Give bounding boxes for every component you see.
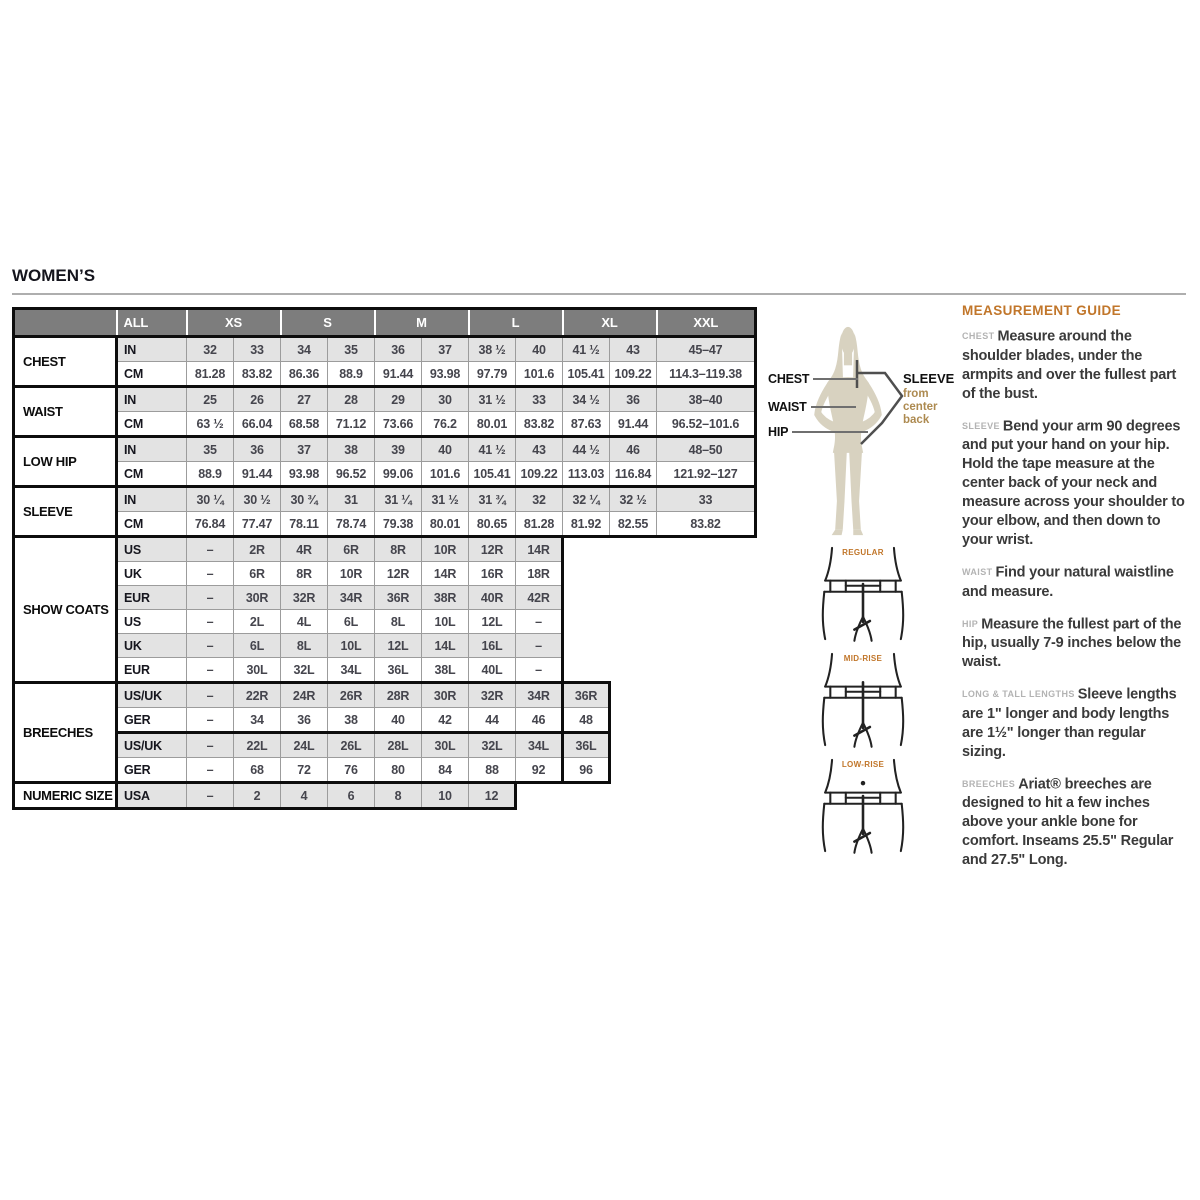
column-header: XXL	[657, 309, 756, 337]
size-cell: 32R	[281, 586, 328, 610]
size-cell: 43	[516, 437, 563, 462]
rise-diagram-low-rise	[820, 757, 906, 854]
guide-entry-label: BREECHES	[962, 778, 1016, 789]
size-cell: 91.44	[610, 412, 657, 437]
unit-label: USA	[117, 783, 187, 809]
body-measurement-figure	[765, 312, 965, 550]
size-cell: 27	[281, 387, 328, 412]
unit-label: EUR	[117, 658, 187, 683]
size-cell: 38–40	[657, 387, 756, 412]
size-cell: 79.38	[375, 512, 422, 537]
size-cell: 30R	[422, 683, 469, 708]
column-header: M	[375, 309, 469, 337]
sub-table	[12, 681, 611, 784]
size-cell: 12L	[375, 634, 422, 658]
row-group-label: NUMERIC SIZE	[14, 783, 117, 809]
size-cell: 6L	[234, 634, 281, 658]
size-cell: 76.84	[187, 512, 234, 537]
size-cell: 88.9	[187, 462, 234, 487]
size-cell: 34	[234, 708, 281, 733]
size-cell: 72	[281, 758, 328, 783]
size-cell: 34R	[328, 586, 375, 610]
size-cell: 83.82	[657, 512, 756, 537]
guide-entry	[962, 615, 1190, 673]
size-cell: 32R	[469, 683, 516, 708]
unit-label: UK	[117, 634, 187, 658]
size-cell: 4L	[281, 610, 328, 634]
size-cell: 33	[516, 387, 563, 412]
rise-diagram-regular	[820, 545, 906, 642]
size-cell: 40	[375, 708, 422, 733]
size-cell: 34	[281, 337, 328, 362]
column-header: XS	[187, 309, 281, 337]
size-cell: 86.36	[281, 362, 328, 387]
size-cell: 33	[657, 487, 756, 512]
column-header: ALL	[117, 309, 187, 337]
size-cell: 22L	[234, 733, 281, 758]
size-cell: 80	[375, 758, 422, 783]
size-cell: 84	[422, 758, 469, 783]
guide-entry	[962, 685, 1190, 762]
unit-label: CM	[117, 462, 187, 487]
size-cell: 45–47	[657, 337, 756, 362]
size-cell: 63 ½	[187, 412, 234, 437]
size-cell: 36L	[563, 733, 610, 758]
size-cell: 38L	[422, 658, 469, 683]
size-cell: 36R	[563, 683, 610, 708]
hip-pointer-line	[792, 431, 868, 433]
size-cell: 36	[610, 387, 657, 412]
size-cell: 10L	[422, 610, 469, 634]
size-cell: 10R	[422, 537, 469, 562]
size-cell: 18R	[516, 562, 563, 586]
waist-pointer-line	[811, 406, 856, 408]
size-cell: 31	[328, 487, 375, 512]
size-cell: 109.22	[516, 462, 563, 487]
size-cell: 99.06	[375, 462, 422, 487]
size-cell: 14R	[516, 537, 563, 562]
rise-diagram-mid-rise	[820, 651, 906, 748]
title-divider	[12, 293, 1186, 295]
size-cell: 81.92	[563, 512, 610, 537]
rise-regular-label: REGULAR	[842, 548, 884, 557]
size-cell: 35	[187, 437, 234, 462]
table-row	[14, 487, 756, 512]
size-cell: 10L	[328, 634, 375, 658]
size-cell: 68	[234, 758, 281, 783]
table-row	[14, 387, 756, 412]
size-cell: 76.2	[422, 412, 469, 437]
size-cell: 113.03	[563, 462, 610, 487]
figure-waist-callout	[768, 400, 856, 414]
figure-waist-label: WAIST	[768, 400, 807, 414]
size-cell: 8R	[281, 562, 328, 586]
size-cell: 71.12	[328, 412, 375, 437]
size-cell: –	[187, 537, 234, 562]
size-cell: 73.66	[375, 412, 422, 437]
size-cell: 12L	[469, 610, 516, 634]
regular-rise-illustration	[820, 545, 906, 642]
size-cell: 28L	[375, 733, 422, 758]
size-cell: 8R	[375, 537, 422, 562]
size-cell: 26	[234, 387, 281, 412]
size-cell: 30 ½	[234, 487, 281, 512]
size-cell: 48–50	[657, 437, 756, 462]
size-cell: 92	[516, 758, 563, 783]
size-cell: 121.92–127	[657, 462, 756, 487]
size-cell: 37	[281, 437, 328, 462]
size-cell: 40R	[469, 586, 516, 610]
size-cell: 39	[375, 437, 422, 462]
size-cell: 33	[234, 337, 281, 362]
guide-entry-text: Ariat® breeches are designed to hit a few inches above your ankle bone for comfort. Inseams 25.5" Regular and 27.5" Long.	[962, 776, 1174, 868]
size-cell: –	[516, 658, 563, 683]
measurement-guide-heading: MEASUREMENT GUIDE	[962, 303, 1122, 318]
row-group-label: CHEST	[14, 337, 117, 387]
size-cell: 80.65	[469, 512, 516, 537]
size-cell: 40	[516, 337, 563, 362]
size-cell: –	[187, 758, 234, 783]
guide-entry-label: SLEEVE	[962, 420, 1000, 431]
table-row	[14, 362, 756, 387]
size-cell: 25	[187, 387, 234, 412]
rise-low-label: LOW-RISE	[841, 760, 885, 769]
size-cell: 68.58	[281, 412, 328, 437]
size-cell: 88	[469, 758, 516, 783]
row-group-label: BREECHES	[14, 683, 117, 783]
figure-sleeve-callout	[903, 371, 957, 427]
size-cell: –	[516, 610, 563, 634]
table-row	[14, 412, 756, 437]
unit-label: CM	[117, 512, 187, 537]
size-cell: –	[187, 586, 234, 610]
size-cell: 82.55	[610, 512, 657, 537]
size-cell: 41 ½	[563, 337, 610, 362]
size-cell: 14L	[422, 634, 469, 658]
size-cell: 38R	[422, 586, 469, 610]
page-title: WOMEN’S	[12, 266, 96, 285]
size-cell: 12R	[375, 562, 422, 586]
unit-label: US	[117, 610, 187, 634]
unit-label: US	[117, 537, 187, 562]
guide-entry-label: WAIST	[962, 567, 993, 577]
table-row	[14, 462, 756, 487]
size-cell: 96.52–101.6	[657, 412, 756, 437]
size-cell: 12	[469, 783, 516, 809]
size-cell: 41 ½	[469, 437, 516, 462]
size-cell: 44	[469, 708, 516, 733]
row-group-label: SHOW COATS	[14, 537, 117, 683]
sub-table	[12, 781, 517, 810]
guide-entry	[962, 563, 1190, 602]
size-cell: 78.74	[328, 512, 375, 537]
table-row	[14, 512, 756, 537]
unit-label: IN	[117, 487, 187, 512]
size-cell: 97.79	[469, 362, 516, 387]
size-cell: 8L	[281, 634, 328, 658]
size-cell: 30	[422, 387, 469, 412]
size-cell: 34L	[516, 733, 563, 758]
size-cell: 83.82	[234, 362, 281, 387]
size-cell: 32 ½	[610, 487, 657, 512]
figure-chest-label: CHEST	[768, 372, 810, 386]
table-row	[14, 337, 756, 362]
column-header: S	[281, 309, 375, 337]
guide-entry	[962, 775, 1190, 871]
unit-label: EUR	[117, 586, 187, 610]
size-cell: 8	[375, 783, 422, 809]
size-cell: 10R	[328, 562, 375, 586]
size-cell: 46	[516, 708, 563, 733]
size-cell: 24L	[281, 733, 328, 758]
size-cell: 4	[281, 783, 328, 809]
rise-diagrams	[820, 545, 906, 863]
guide-entry-text: Measure around the shoulder blades, under the armpits and over the fullest part of the bust.	[962, 328, 1177, 402]
size-cell: 6L	[328, 610, 375, 634]
size-cell: 87.63	[563, 412, 610, 437]
table-row	[14, 683, 610, 708]
size-cell: 30 ¼	[187, 487, 234, 512]
figure-hip-label: HIP	[768, 425, 789, 439]
guide-entry	[962, 417, 1190, 551]
size-cell: 32 ¼	[563, 487, 610, 512]
size-cell: 34R	[516, 683, 563, 708]
size-cell: 36R	[375, 586, 422, 610]
size-cell: 42R	[516, 586, 563, 610]
womens-size-chart-tables	[12, 307, 757, 810]
size-cell: 83.82	[516, 412, 563, 437]
guide-entry-text: Measure the fullest part of the hip, usually 7-9 inches below the waist.	[962, 616, 1182, 670]
unit-label: UK	[117, 562, 187, 586]
figure-chest-callout	[768, 372, 858, 386]
size-cell: 38	[328, 437, 375, 462]
size-cell: 101.6	[516, 362, 563, 387]
measurement-guide	[962, 303, 1190, 883]
size-cell: 37	[422, 337, 469, 362]
size-cell: 46	[610, 437, 657, 462]
size-cell: 26L	[328, 733, 375, 758]
guide-entry-label: CHEST	[962, 331, 995, 341]
size-cell: 10	[422, 783, 469, 809]
size-cell: 31 ½	[469, 387, 516, 412]
table-row	[14, 537, 563, 562]
size-cell: 30R	[234, 586, 281, 610]
unit-label: GER	[117, 758, 187, 783]
size-cell: –	[516, 634, 563, 658]
size-cell: 91.44	[375, 362, 422, 387]
mid-rise-illustration	[820, 651, 906, 748]
size-cell: 31 ¾	[469, 487, 516, 512]
row-group-label: SLEEVE	[14, 487, 117, 537]
size-cell: 6R	[234, 562, 281, 586]
size-cell: 93.98	[281, 462, 328, 487]
size-cell: 66.04	[234, 412, 281, 437]
size-cell: 81.28	[516, 512, 563, 537]
size-cell: 4R	[281, 537, 328, 562]
rise-mid-label: MID-RISE	[843, 654, 883, 663]
figure-sleeve-label: SLEEVE	[903, 371, 955, 386]
table-row	[14, 783, 516, 809]
guide-entry-label: HIP	[962, 618, 979, 629]
guide-entry-text: Find your natural waistline and measure.	[962, 564, 1174, 600]
guide-entry	[962, 327, 1190, 404]
size-cell: 32L	[469, 733, 516, 758]
size-cell: 93.98	[422, 362, 469, 387]
size-cell: 32	[516, 487, 563, 512]
unit-label: GER	[117, 708, 187, 733]
guide-entry-text: Bend your arm 90 degrees and put your hand on your hip. Hold the tape measure at the center back of your neck and measure across your shoulder to your elbow, and then down to your wrist.	[962, 418, 1185, 548]
sub-table	[12, 535, 564, 684]
size-cell: 105.41	[563, 362, 610, 387]
size-cell: 8L	[375, 610, 422, 634]
size-cell: 34L	[328, 658, 375, 683]
size-cell: –	[187, 783, 234, 809]
size-cell: 80.01	[422, 512, 469, 537]
header-row	[14, 309, 756, 337]
size-cell: 2	[234, 783, 281, 809]
measurement-guide-entries	[962, 327, 1190, 870]
size-cell: 40	[422, 437, 469, 462]
size-cell: 2L	[234, 610, 281, 634]
size-cell: 42	[422, 708, 469, 733]
size-cell: –	[187, 733, 234, 758]
size-cell: 31 ¼	[375, 487, 422, 512]
size-cell: 36	[281, 708, 328, 733]
size-cell: 114.3–119.38	[657, 362, 756, 387]
size-cell: 32	[187, 337, 234, 362]
size-cell: 35	[328, 337, 375, 362]
size-cell: 76	[328, 758, 375, 783]
size-cell: 31 ½	[422, 487, 469, 512]
size-cell: 29	[375, 387, 422, 412]
size-cell: 6	[328, 783, 375, 809]
corner-header-cell	[14, 309, 117, 337]
size-cell: 14R	[422, 562, 469, 586]
size-cell: 96	[563, 758, 610, 783]
unit-label: IN	[117, 387, 187, 412]
size-cell: 24R	[281, 683, 328, 708]
size-cell: 48	[563, 708, 610, 733]
row-group-label: LOW HIP	[14, 437, 117, 487]
size-cell: 22R	[234, 683, 281, 708]
chest-pointer-line	[813, 378, 858, 380]
size-cell: 38	[328, 708, 375, 733]
size-cell: 6R	[328, 537, 375, 562]
size-cell: 30 ¾	[281, 487, 328, 512]
size-cell: 12R	[469, 537, 516, 562]
unit-label: IN	[117, 337, 187, 362]
table-row	[14, 437, 756, 462]
size-cell: 34 ½	[563, 387, 610, 412]
size-cell: 77.47	[234, 512, 281, 537]
unit-label: US/UK	[117, 733, 187, 758]
size-cell: –	[187, 610, 234, 634]
size-cell: 88.9	[328, 362, 375, 387]
column-header: XL	[563, 309, 657, 337]
size-cell: 16R	[469, 562, 516, 586]
size-cell: 81.28	[187, 362, 234, 387]
size-cell: 30L	[234, 658, 281, 683]
figure-hip-callout	[768, 425, 868, 439]
column-header: L	[469, 309, 563, 337]
unit-label: US/UK	[117, 683, 187, 708]
unit-label: IN	[117, 437, 187, 462]
size-cell: 16L	[469, 634, 516, 658]
guide-entry-label: LONG & TALL LENGTHS	[962, 689, 1075, 699]
size-cell: 105.41	[469, 462, 516, 487]
size-cell: 28R	[375, 683, 422, 708]
size-cell: –	[187, 683, 234, 708]
low-rise-illustration	[820, 757, 906, 854]
size-cell: 2R	[234, 537, 281, 562]
size-cell: 38 ½	[469, 337, 516, 362]
guide-entry-text: Sleeve lengths are 1" longer and body lengths are 1½" longer than regular sizing.	[962, 686, 1177, 760]
size-cell: 96.52	[328, 462, 375, 487]
size-cell: –	[187, 634, 234, 658]
size-cell: 80.01	[469, 412, 516, 437]
size-cell: –	[187, 708, 234, 733]
size-cell: 109.22	[610, 362, 657, 387]
size-cell: 36	[234, 437, 281, 462]
size-cell: 36	[375, 337, 422, 362]
size-cell: 101.6	[422, 462, 469, 487]
figure-sleeve-note: from center back	[903, 388, 938, 426]
size-cell: 44 ½	[563, 437, 610, 462]
unit-label: CM	[117, 412, 187, 437]
measurements-table	[12, 307, 757, 538]
size-cell: 78.11	[281, 512, 328, 537]
size-cell: 40L	[469, 658, 516, 683]
size-cell: 30L	[422, 733, 469, 758]
size-cell: 28	[328, 387, 375, 412]
size-cell: 91.44	[234, 462, 281, 487]
unit-label: CM	[117, 362, 187, 387]
size-cell: 32L	[281, 658, 328, 683]
row-group-label: WAIST	[14, 387, 117, 437]
size-cell: 116.84	[610, 462, 657, 487]
size-cell: 26R	[328, 683, 375, 708]
size-cell: –	[187, 562, 234, 586]
size-cell: 43	[610, 337, 657, 362]
size-cell: –	[187, 658, 234, 683]
size-cell: 36L	[375, 658, 422, 683]
